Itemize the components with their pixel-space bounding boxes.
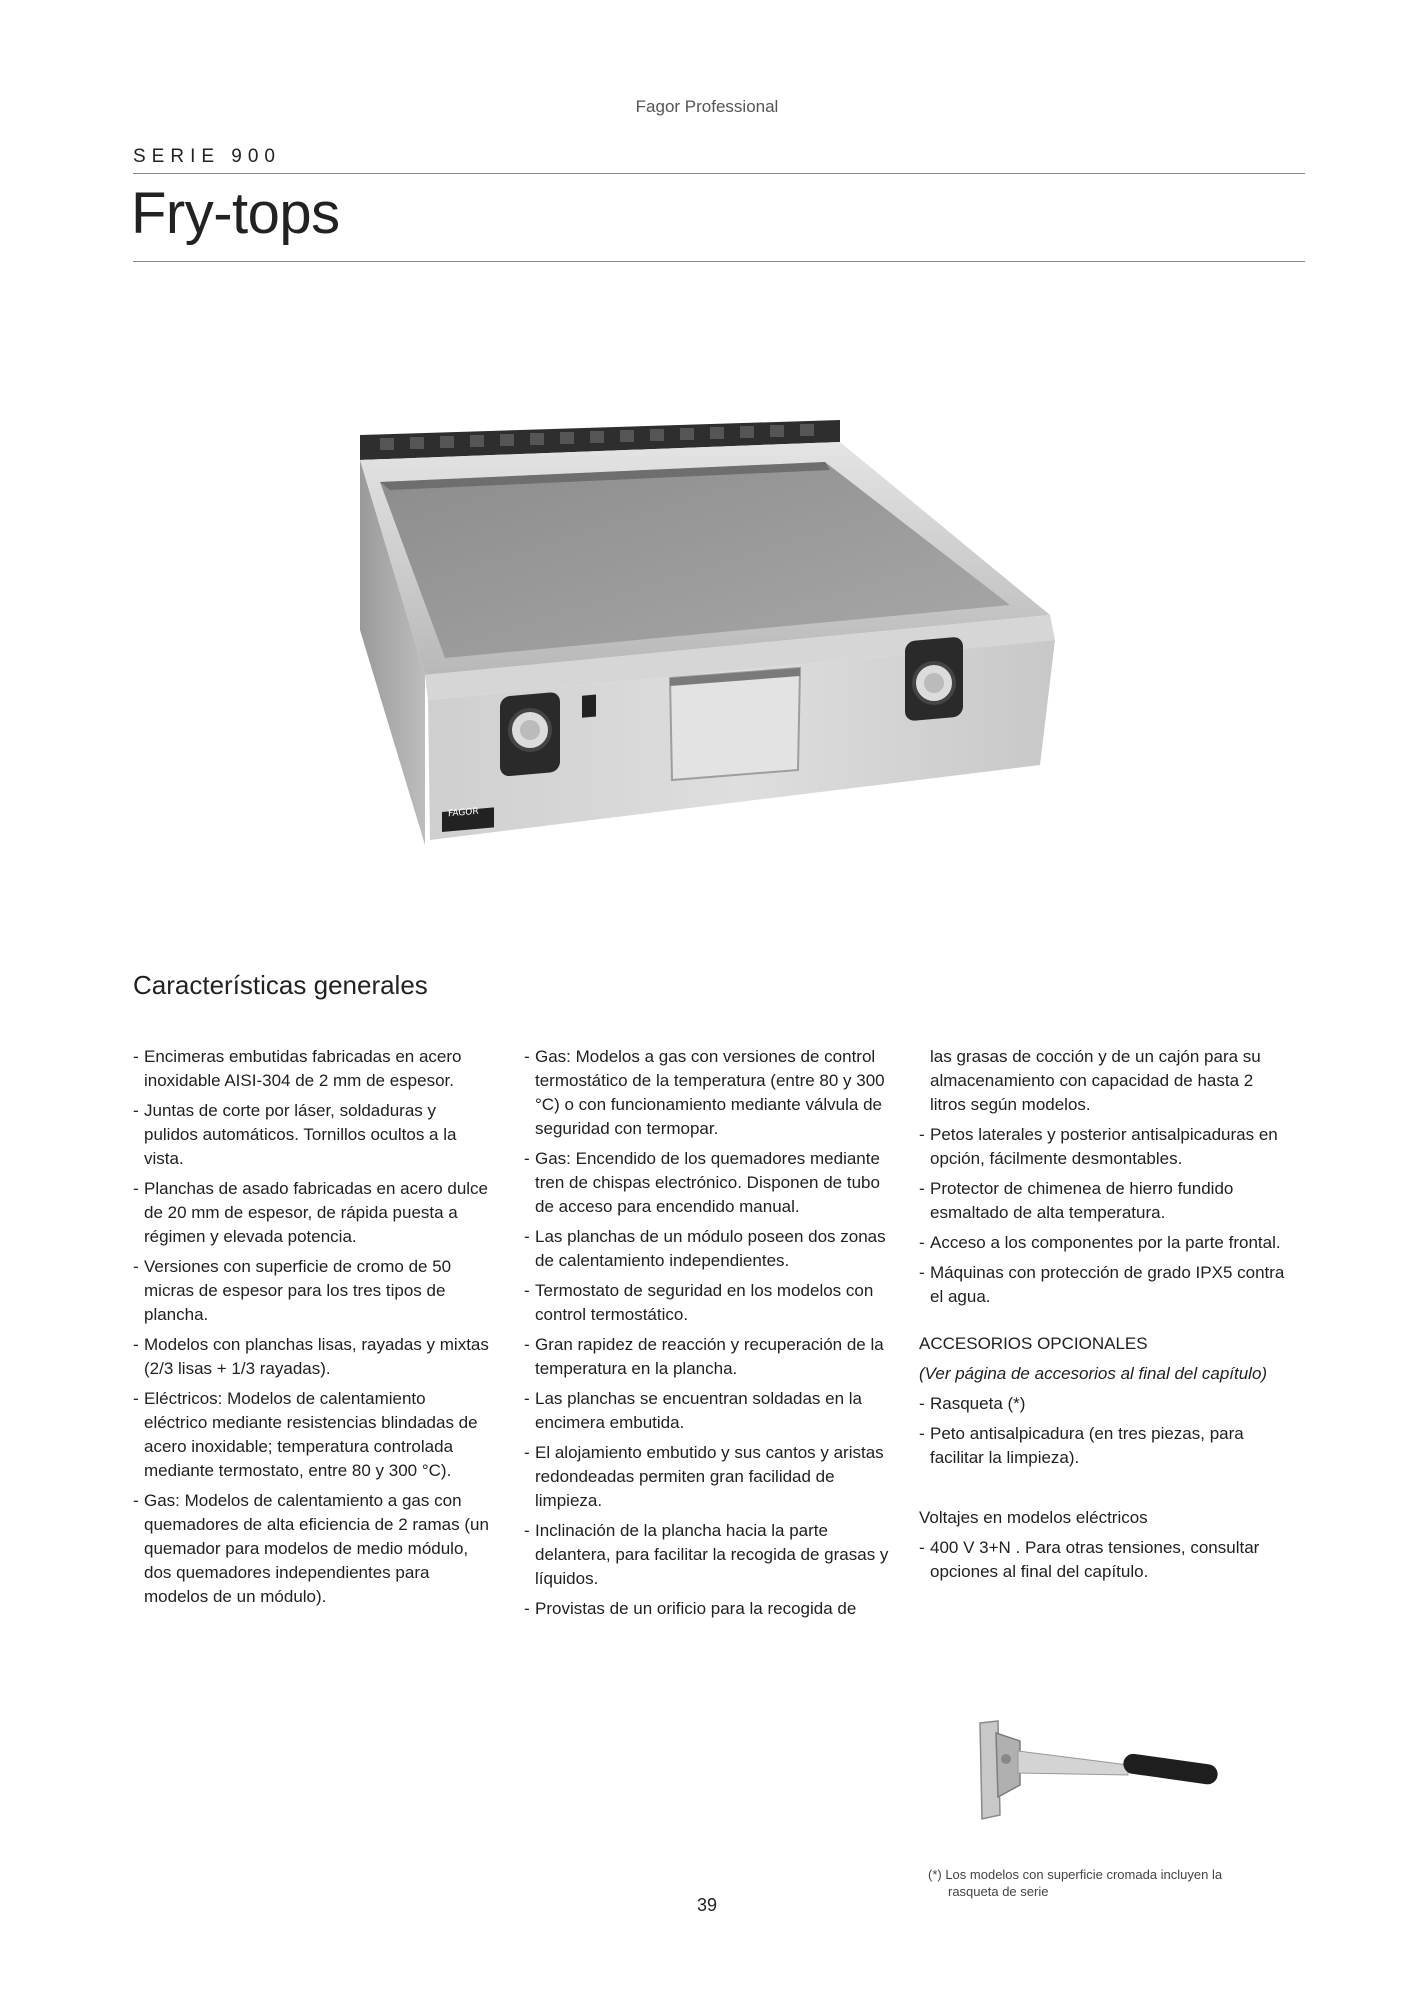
- divider-top: [133, 173, 1305, 174]
- feature-item: - Encimeras embutidas fabricadas en acero inoxidable AISI-304 de 2 mm de espesor.: [133, 1045, 493, 1093]
- feature-item: - Gas: Modelos a gas con versiones de control termostático de la temperatura (entre 80 y 300 °C) o con funcionamiento mediante válvula de seguridad con termopar.: [524, 1045, 894, 1141]
- feature-item: - Gas: Modelos de calentamiento a gas con quemadores de alta eficiencia de 2 ramas (un quemador para modelos de medio módulo, dos quemadores independientes para modelos de un módulo).: [133, 1489, 493, 1609]
- feature-item: - Las planchas se encuentran soldadas en la encimera embutida.: [524, 1387, 894, 1435]
- feature-item: - Gas: Encendido de los quemadores mediante tren de chispas electrónico. Disponen de tubo de acceso para encendido manual.: [524, 1147, 894, 1219]
- feature-item: - Inclinación de la plancha hacia la parte delantera, para facilitar la recogida de grasas y líquidos.: [524, 1519, 894, 1591]
- fry-top-product-image: [350, 400, 1070, 860]
- footnote-line: rasqueta de serie: [948, 1884, 1049, 1899]
- feature-item: - Versiones con superficie de cromo de 50 micras de espesor para los tres tipos de plancha.: [133, 1255, 493, 1327]
- feature-item: - Modelos con planchas lisas, rayadas y mixtas (2/3 lisas + 1/3 rayadas).: [133, 1333, 493, 1381]
- voltage-item: - 400 V 3+N . Para otras tensiones, consultar opciones al final del capítulo.: [919, 1536, 1289, 1584]
- page-title: Fry-tops: [131, 181, 340, 246]
- features-column-3: [919, 1045, 1289, 1590]
- divider-bottom: [133, 261, 1305, 262]
- feature-item: - Las planchas de un módulo poseen dos zonas de calentamiento independientes.: [524, 1225, 894, 1273]
- feature-item: - Acceso a los componentes por la parte frontal.: [919, 1231, 1289, 1255]
- feature-item: - Protector de chimenea de hierro fundido esmaltado de alta temperatura.: [919, 1177, 1289, 1225]
- brand-name: Fagor Professional: [635, 97, 779, 116]
- accessories-heading: ACCESORIOS OPCIONALES: [919, 1334, 1148, 1353]
- scraper-image: [958, 1715, 1238, 1835]
- section-title: Características generales: [133, 970, 428, 1000]
- features-column-2: [524, 1045, 894, 1627]
- accessory-item: - Peto antisalpicadura (en tres piezas, para facilitar la limpieza).: [919, 1422, 1289, 1470]
- feature-item: - El alojamiento embutido y sus cantos y aristas redondeadas permiten gran facilidad de limpieza.: [524, 1441, 894, 1513]
- series-label: SERIE 900: [133, 146, 281, 167]
- feature-item: - Juntas de corte por láser, soldaduras y pulidos automáticos. Tornillos ocultos a la vista.: [133, 1099, 493, 1171]
- page-number: 39: [696, 1895, 718, 1915]
- voltage-heading: Voltajes en modelos eléctricos: [919, 1508, 1148, 1527]
- feature-item: - Provistas de un orificio para la recogida de: [524, 1597, 894, 1621]
- accessory-item: - Rasqueta (*): [919, 1392, 1289, 1416]
- feature-item: - Gran rapidez de reacción y recuperación de la temperatura en la plancha.: [524, 1333, 894, 1381]
- feature-continuation: las grasas de cocción y de un cajón para su almacenamiento con capacidad de hasta 2 litros según modelos.: [930, 1047, 1261, 1114]
- footnote-line: (*) Los modelos con superficie cromada incluyen la: [928, 1867, 1223, 1882]
- features-column-1: [133, 1045, 493, 1615]
- feature-item: - Termostato de seguridad en los modelos con control termostático.: [524, 1279, 894, 1327]
- feature-item: - Máquinas con protección de grado IPX5 contra el agua.: [919, 1261, 1289, 1309]
- feature-item: - Eléctricos: Modelos de calentamiento eléctrico mediante resistencias blindadas de acero inoxidable; temperatura controlada mediante termostato, entre 80 y 300 °C).: [133, 1387, 493, 1483]
- feature-item: - Petos laterales y posterior antisalpicaduras en opción, fácilmente desmontables.: [919, 1123, 1289, 1171]
- accessories-note: (Ver página de accesorios al final del capítulo): [919, 1364, 1268, 1383]
- feature-item: - Planchas de asado fabricadas en acero dulce de 20 mm de espesor, de rápida puesta a régimen y elevada potencia.: [133, 1177, 493, 1249]
- fagor-logo: FAGOR: [448, 806, 479, 820]
